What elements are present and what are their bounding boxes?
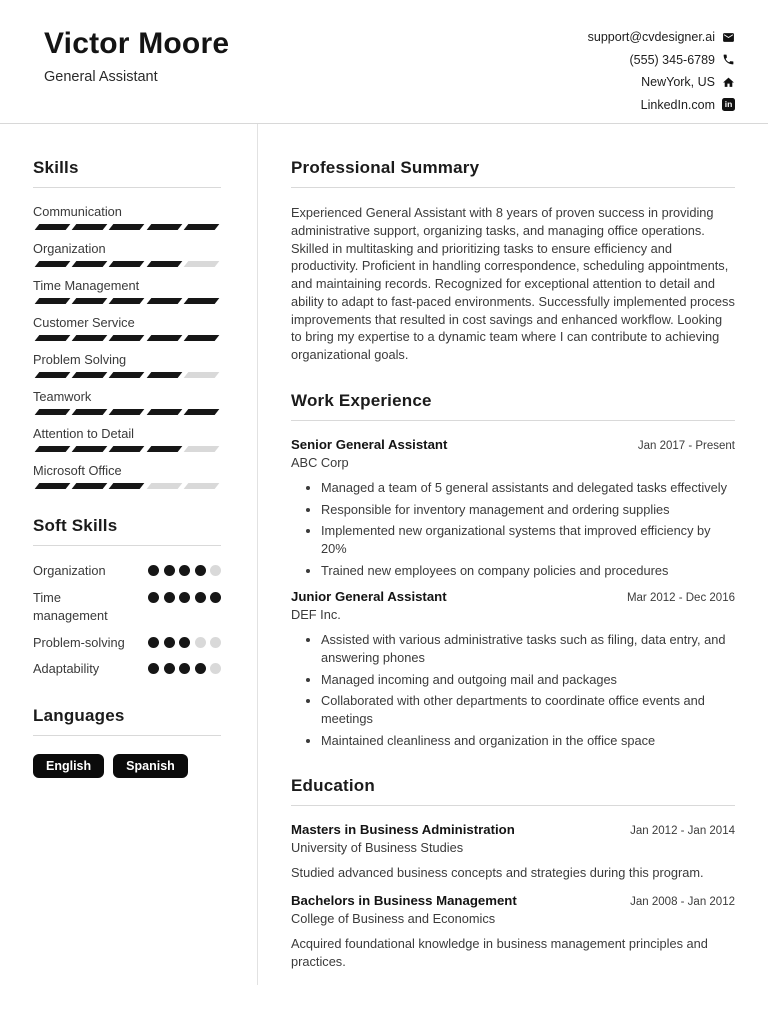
skill-item	[33, 463, 221, 489]
job-entry	[291, 437, 735, 579]
soft-skill-dot	[148, 637, 159, 648]
soft-skill-dot	[179, 637, 190, 648]
skill-bar-segment	[109, 372, 145, 378]
soft-skill-dot	[210, 565, 221, 576]
job-bullets	[291, 479, 735, 579]
contact-text: NewYork, US	[641, 75, 715, 89]
soft-skills-heading: Soft Skills	[33, 516, 221, 546]
soft-skill-label: Time management	[33, 589, 108, 624]
skill-bar-segment	[183, 298, 219, 304]
linkedin-icon: in	[722, 98, 735, 111]
skill-bar-segment	[72, 335, 108, 341]
contact-text: (555) 345-6789	[629, 52, 715, 67]
soft-skill-dot	[210, 592, 221, 603]
skill-label: Communication	[33, 204, 122, 219]
skill-label: Microsoft Office	[33, 463, 122, 478]
soft-skill-dot	[179, 663, 190, 674]
skill-level-bar	[33, 409, 221, 415]
soft-skill-dot	[148, 663, 159, 674]
skill-bar-segment	[183, 409, 219, 415]
work-experience-section	[291, 391, 735, 749]
skill-bar-segment	[146, 261, 182, 267]
soft-skill-dots	[148, 637, 221, 648]
job-company: ABC Corp	[291, 455, 349, 471]
education-degree: Bachelors in Business Management	[291, 892, 517, 908]
main-column	[258, 124, 768, 985]
education-school: College of Business and Economics	[291, 910, 496, 926]
soft-skill-dot	[195, 637, 206, 648]
skill-bar-segment	[146, 409, 182, 415]
soft-skill-dot	[210, 637, 221, 648]
soft-skill-label: Adaptability	[33, 661, 100, 677]
skill-item	[33, 315, 221, 341]
skill-bar-segment	[35, 224, 71, 230]
soft-skills-section	[33, 516, 221, 679]
skill-level-bar	[33, 372, 221, 378]
soft-skill-item	[33, 562, 221, 581]
languages-list	[33, 752, 221, 779]
soft-skill-item	[33, 634, 221, 653]
skills-section	[33, 158, 221, 489]
skill-label: Teamwork	[33, 389, 92, 404]
soft-skill-dot	[179, 565, 190, 576]
contact-list	[588, 27, 735, 120]
skill-bar-segment	[146, 372, 182, 378]
skill-bar-segment	[72, 409, 108, 415]
resume-header	[0, 0, 768, 124]
skill-label: Organization	[33, 241, 106, 256]
skill-bar-segment	[183, 483, 219, 489]
identity-block	[44, 27, 229, 85]
soft-skill-dots	[148, 663, 221, 674]
skill-bar-segment	[109, 335, 145, 341]
skill-level-bar	[33, 483, 221, 489]
skill-bar-segment	[35, 261, 71, 267]
contact-row	[588, 30, 735, 44]
skill-level-bar	[33, 446, 221, 452]
skill-bar-segment	[183, 335, 219, 341]
education-degree: Masters in Business Administration	[291, 822, 515, 838]
education-heading: Education	[291, 776, 735, 806]
skill-bar-segment	[72, 372, 108, 378]
work-experience-heading: Work Experience	[291, 391, 735, 421]
skill-label: Problem Solving	[33, 352, 127, 367]
summary-heading: Professional Summary	[291, 158, 735, 188]
job-bullet: • Maintained cleanliness and organization in the office space	[321, 732, 735, 750]
soft-skill-item	[33, 589, 221, 626]
skill-level-bar	[33, 335, 221, 341]
languages-heading: Languages	[33, 706, 221, 736]
contact-row	[641, 98, 735, 112]
skill-label: Time Management	[33, 278, 140, 293]
skill-bar-segment	[35, 372, 71, 378]
jobs-list	[291, 437, 735, 749]
skill-bar-segment	[109, 483, 145, 489]
summary-section	[291, 158, 735, 364]
job-bullets	[291, 631, 735, 749]
resume-body	[0, 124, 768, 985]
skill-bar-segment	[109, 261, 145, 267]
soft-skill-dot	[179, 592, 190, 603]
soft-skill-item	[33, 660, 221, 679]
soft-skill-dots	[148, 565, 221, 576]
skill-item	[33, 278, 221, 304]
job-bullet: • Assisted with various administrative tasks such as filing, data entry, and answering phones	[321, 631, 735, 666]
skill-item	[33, 352, 221, 378]
soft-skill-dot	[164, 565, 175, 576]
skill-bar-segment	[72, 224, 108, 230]
home-icon	[722, 76, 735, 89]
contact-row	[630, 53, 735, 67]
soft-skills-list	[33, 562, 221, 679]
skill-bar-segment	[183, 446, 219, 452]
education-section	[291, 776, 735, 970]
job-bullet: • Collaborated with other departments to coordinate office events and meetings	[321, 692, 735, 727]
job-entry	[291, 589, 735, 749]
skill-bar-segment	[109, 298, 145, 304]
education-dates: Jan 2008 - Jan 2012	[630, 895, 735, 908]
soft-skill-dot	[164, 592, 175, 603]
job-bullet: • Implemented new organizational systems that improved efficiency by 20%	[321, 522, 735, 557]
soft-skill-dot	[148, 565, 159, 576]
soft-skill-dot	[195, 565, 206, 576]
skill-level-bar	[33, 261, 221, 267]
soft-skill-label: Problem-solving	[33, 634, 125, 650]
skill-bar-segment	[146, 446, 182, 452]
education-dates: Jan 2012 - Jan 2014	[630, 825, 735, 838]
skill-bar-segment	[35, 298, 71, 304]
soft-skill-dot	[210, 663, 221, 674]
job-dates: Mar 2012 - Dec 2016	[626, 592, 735, 605]
skill-bar-segment	[146, 335, 182, 341]
skill-label: Customer Service	[33, 315, 135, 330]
soft-skill-dot	[195, 592, 206, 603]
contact-text: support@cvdesigner.ai	[587, 30, 715, 44]
education-description: Acquired foundational knowledge in business management principles and practices.	[291, 935, 708, 969]
skill-bar-segment	[35, 483, 71, 489]
education-entry	[291, 822, 735, 882]
skill-bar-segment	[109, 446, 145, 452]
skill-bar-segment	[146, 224, 182, 230]
skill-bar-segment	[146, 298, 182, 304]
soft-skill-dot	[195, 663, 206, 674]
soft-skill-label: Organization	[33, 563, 106, 578]
job-company: DEF Inc.	[291, 607, 341, 623]
skill-item	[33, 241, 221, 267]
skills-heading: Skills	[33, 158, 221, 188]
person-name: Victor Moore	[44, 27, 230, 60]
job-bullet: • Managed incoming and outgoing mail and packages	[321, 671, 735, 689]
language-pill: English	[33, 754, 104, 779]
skill-bar-segment	[72, 446, 108, 452]
skill-bar-segment	[109, 224, 145, 230]
skill-item	[33, 204, 221, 230]
skill-bar-segment	[35, 409, 71, 415]
skill-bar-segment	[183, 224, 219, 230]
skill-bar-segment	[109, 409, 145, 415]
job-bullet: • Responsible for inventory management and ordering supplies	[321, 501, 735, 519]
skill-level-bar	[33, 298, 221, 304]
skill-bar-segment	[35, 335, 71, 341]
skill-bar-segment	[72, 483, 108, 489]
skill-item	[33, 389, 221, 415]
job-title: Junior General Assistant	[291, 589, 447, 605]
skill-item	[33, 426, 221, 452]
contact-row	[641, 75, 735, 89]
job-bullet: • Managed a team of 5 general assistants and delegated tasks effectively	[321, 479, 735, 497]
person-job-title: General Assistant	[44, 69, 158, 85]
skill-bar-segment	[35, 446, 71, 452]
sidebar	[0, 124, 258, 985]
soft-skill-dot	[164, 663, 175, 674]
education-entry	[291, 893, 735, 970]
skills-list	[33, 204, 221, 489]
soft-skill-dot	[164, 637, 175, 648]
education-description: Studied advanced business concepts and strategies during this program.	[291, 865, 704, 881]
email-icon	[722, 31, 735, 44]
skill-bar-segment	[72, 298, 108, 304]
job-title: Senior General Assistant	[291, 437, 448, 453]
contact-text: LinkedIn.com	[640, 97, 715, 112]
job-bullet: • Trained new employees on company policies and procedures	[321, 562, 735, 580]
languages-section	[33, 706, 221, 779]
language-pill: Spanish	[113, 754, 188, 779]
phone-icon	[722, 53, 735, 66]
education-list	[291, 822, 735, 970]
skill-bar-segment	[183, 372, 219, 378]
summary-text: Experienced General Assistant with 8 years of proven success in providing administrative support, organizing tasks, and managing office operations. Skilled in multitasking and prioritizing tasks to ensure efficiency and productivity. Proficient in handling correspondence, scheduling appointments, and maintaining records. Recognized for exceptional attention to detail and ability to adapt to fast-paced environments. Successfully implemented process improvements that resulted in cost savings and enhanced workflow. Looking to bring my expertise to a dynamic team where I can contribute to achieving organizational goals.	[291, 205, 735, 363]
skill-bar-segment	[72, 261, 108, 267]
skill-label: Attention to Detail	[33, 426, 135, 441]
skill-level-bar	[33, 224, 221, 230]
skill-bar-segment	[146, 483, 182, 489]
job-dates: Jan 2017 - Present	[637, 440, 735, 453]
soft-skill-dot	[148, 592, 159, 603]
skill-bar-segment	[183, 261, 219, 267]
soft-skill-dots	[148, 592, 221, 603]
education-school: University of Business Studies	[291, 840, 464, 856]
